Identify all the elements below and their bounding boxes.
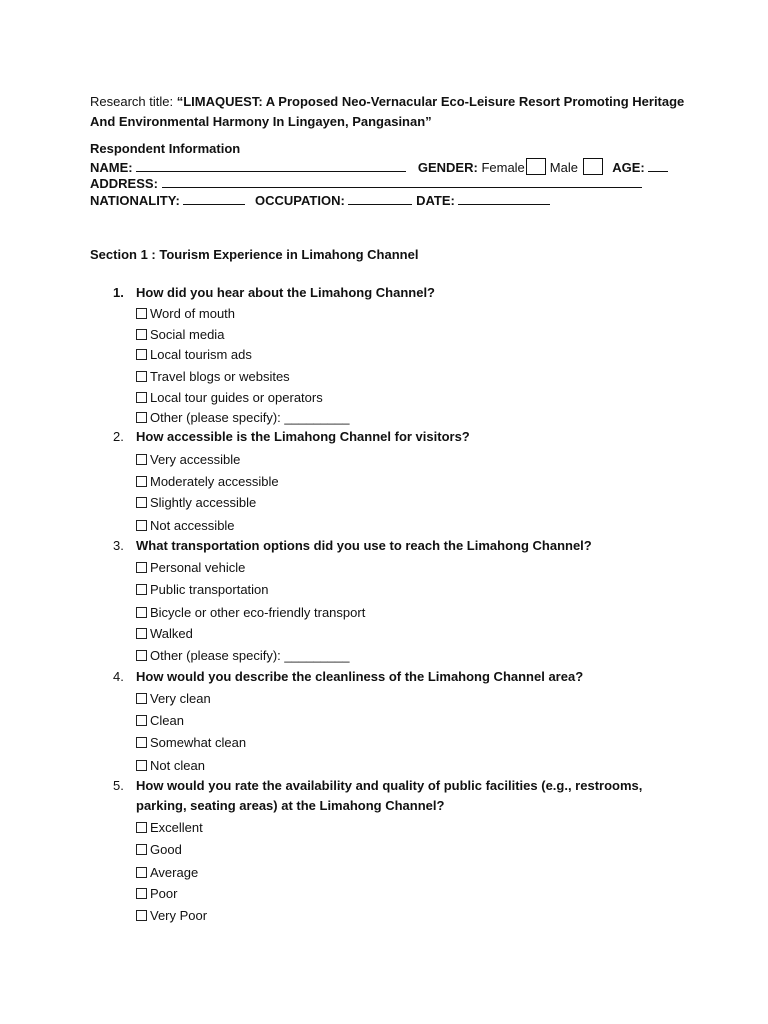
address-row [90, 175, 642, 192]
question-4 [113, 667, 673, 687]
age-label: AGE: [612, 160, 645, 175]
option-label: Public transportation [150, 582, 269, 597]
checkbox-icon[interactable] [136, 607, 147, 618]
option-label: Good [150, 842, 182, 857]
option-label: Local tourism ads [150, 347, 252, 362]
option-label: Local tour guides or operators [150, 390, 323, 405]
option-item[interactable] [136, 451, 240, 469]
option-label: Other (please specify): _________ [150, 648, 350, 663]
option-item[interactable] [136, 389, 323, 407]
name-gender-age-row [90, 158, 668, 175]
option-label: Very clean [150, 691, 211, 706]
checkbox-icon[interactable] [136, 520, 147, 531]
checkbox-icon[interactable] [136, 371, 147, 382]
question-number: 3. [113, 538, 124, 553]
question-5 [113, 776, 673, 816]
option-item[interactable] [136, 841, 182, 859]
respondent-heading: Respondent Information [90, 141, 241, 156]
question-number: 1. [113, 285, 124, 300]
date-field[interactable] [458, 192, 550, 205]
option-item[interactable] [136, 625, 193, 643]
research-title: “LIMAQUEST: A Proposed Neo-Vernacular Eco-Leisure Resort Promoting Heritage And Environmental Harmony In Lingayen, Pangasinan” [90, 94, 685, 129]
option-label: Slightly accessible [150, 495, 257, 510]
checkbox-icon[interactable] [136, 584, 147, 595]
option-label: Not accessible [150, 518, 235, 533]
option-item[interactable] [136, 368, 290, 386]
option-label: Not clean [150, 758, 205, 773]
option-label: Clean [150, 713, 184, 728]
option-label: Very accessible [150, 452, 241, 467]
date-label: DATE: [416, 193, 455, 208]
option-label: Average [150, 865, 199, 880]
question-text: What transportation options did you use to reach the Limahong Channel? [136, 538, 592, 553]
option-item[interactable] [136, 712, 184, 730]
male-checkbox[interactable] [583, 158, 603, 175]
question-number: 2. [113, 429, 124, 444]
option-label: Excellent [150, 820, 203, 835]
option-item[interactable] [136, 864, 198, 882]
question-number: 4. [113, 669, 124, 684]
checkbox-icon[interactable] [136, 476, 147, 487]
section-title: Section 1 : Tourism Experience in Limahong Channel [90, 247, 419, 262]
option-item[interactable] [136, 604, 365, 622]
checkbox-icon[interactable] [136, 349, 147, 360]
research-title-label: Research title: [90, 94, 177, 109]
option-item[interactable] [136, 690, 211, 708]
option-item[interactable] [136, 494, 256, 512]
age-field[interactable] [648, 159, 668, 172]
option-item[interactable] [136, 409, 349, 427]
option-label: Moderately accessible [150, 474, 279, 489]
question-text: How accessible is the Limahong Channel for visitors? [136, 429, 470, 444]
checkbox-icon[interactable] [136, 844, 147, 855]
option-label: Walked [150, 626, 193, 641]
gender-label: GENDER: [417, 160, 478, 175]
question-3 [113, 536, 673, 556]
checkbox-icon[interactable] [136, 308, 147, 319]
checkbox-icon[interactable] [136, 454, 147, 465]
occupation-label: OCCUPATION: [255, 193, 345, 208]
male-label: Male [549, 160, 578, 175]
option-label: Other (please specify): _________ [150, 410, 350, 425]
address-field[interactable] [162, 175, 642, 188]
checkbox-icon[interactable] [136, 715, 147, 726]
option-item[interactable] [136, 885, 177, 903]
option-label: Poor [150, 886, 178, 901]
nationality-label: NATIONALITY: [90, 193, 180, 208]
checkbox-icon[interactable] [136, 737, 147, 748]
checkbox-icon[interactable] [136, 497, 147, 508]
name-field[interactable] [136, 159, 406, 172]
option-item[interactable] [136, 517, 235, 535]
option-item[interactable] [136, 907, 207, 925]
option-label: Travel blogs or websites [150, 369, 290, 384]
option-item[interactable] [136, 326, 224, 344]
option-label: Bicycle or other eco-friendly transport [150, 605, 366, 620]
option-item[interactable] [136, 819, 203, 837]
option-item[interactable] [136, 473, 279, 491]
option-label: Personal vehicle [150, 560, 246, 575]
question-text: How did you hear about the Limahong Channel? [136, 285, 435, 300]
option-label: Very Poor [150, 908, 208, 923]
question-text: How would you describe the cleanliness of the Limahong Channel area? [136, 669, 584, 684]
option-item[interactable] [136, 757, 205, 775]
checkbox-icon[interactable] [136, 888, 147, 899]
option-item[interactable] [136, 305, 235, 323]
option-label: Word of mouth [150, 306, 236, 321]
question-2 [113, 427, 673, 447]
female-label: Female [481, 160, 525, 175]
checkbox-icon[interactable] [136, 910, 147, 921]
checkbox-icon[interactable] [136, 693, 147, 704]
checkbox-icon[interactable] [136, 650, 147, 661]
option-item[interactable] [136, 581, 269, 599]
option-item[interactable] [136, 647, 349, 665]
research-title-block [90, 92, 690, 132]
checkbox-icon[interactable] [136, 867, 147, 878]
question-text: How would you rate the availability and quality of public facilities (e.g., restrooms, parking, seating areas) at the Limahong Channel? [136, 778, 643, 813]
option-label: Social media [150, 327, 225, 342]
nationality-field[interactable] [183, 192, 245, 205]
address-label: ADDRESS: [90, 176, 158, 191]
nationality-occupation-date-row [90, 192, 550, 209]
checkbox-icon[interactable] [136, 628, 147, 639]
option-item[interactable] [136, 559, 245, 577]
checkbox-icon[interactable] [136, 760, 147, 771]
checkbox-icon[interactable] [136, 822, 147, 833]
female-checkbox[interactable] [526, 158, 546, 175]
checkbox-icon[interactable] [136, 412, 147, 423]
name-label: NAME: [90, 160, 133, 175]
option-item[interactable] [136, 734, 246, 752]
question-number: 5. [113, 778, 124, 793]
checkbox-icon[interactable] [136, 329, 147, 340]
option-item[interactable] [136, 346, 252, 364]
checkbox-icon[interactable] [136, 392, 147, 403]
checkbox-icon[interactable] [136, 562, 147, 573]
occupation-field[interactable] [348, 192, 412, 205]
option-label: Somewhat clean [150, 735, 247, 750]
question-1 [113, 283, 673, 303]
